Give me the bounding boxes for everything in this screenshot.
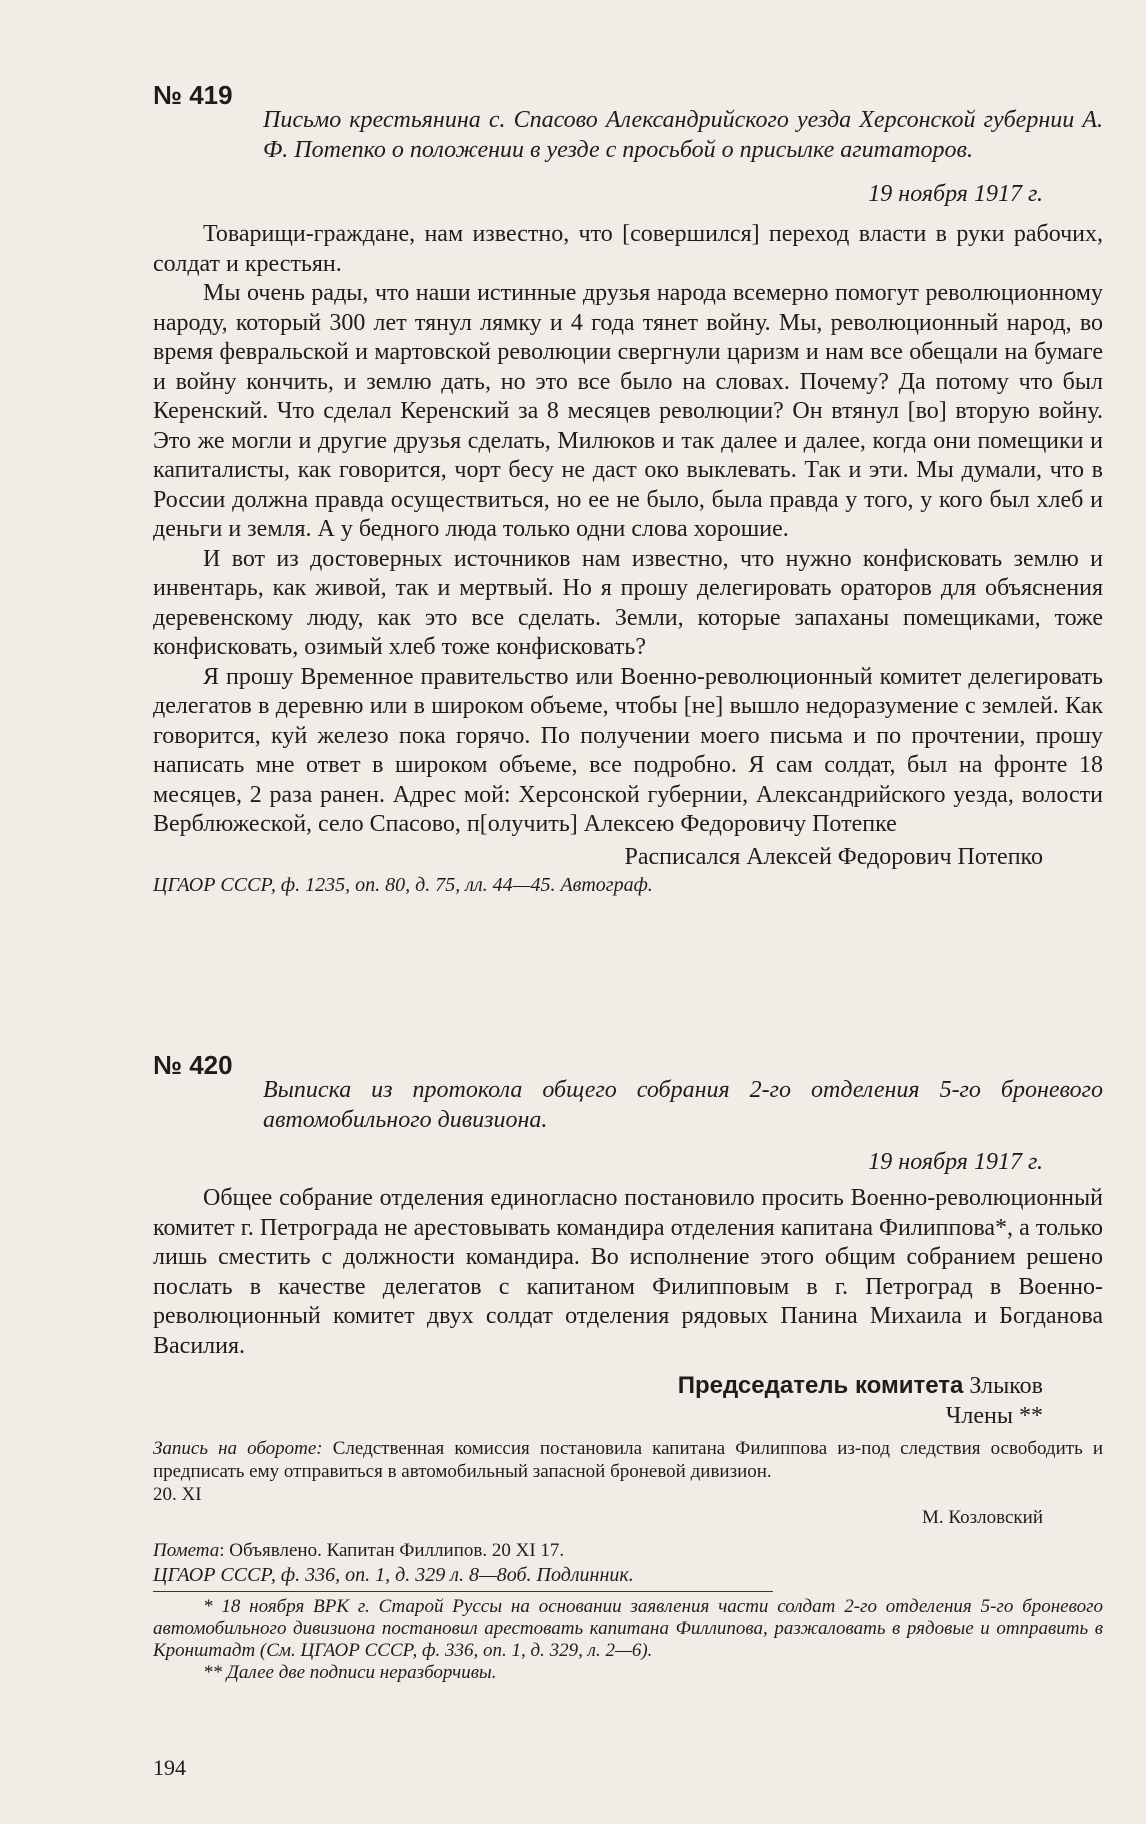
reverse-label: Запись на обороте: [153, 1438, 323, 1459]
document-419 [153, 80, 1103, 897]
footnote: * 18 ноября ВРК г. Старой Руссы на основании заявления части солдат 2-го отделения 5-го броневого автомобильного дивизиона постановил арестовать капитана Филлипова, разжаловать в рядовые и отправить в Кронштадт (См. ЦГАОР СССР, ф. 336, оп. 1, д. 329, л. 2—6). [153, 1596, 1103, 1661]
footnote-divider [153, 1591, 773, 1592]
doc-419-paragraph: Мы очень рады, что наши истинные друзья народа всемерно помогут революционному народу, который 300 лет тянул лямку и 4 года тянет войну. Мы, революционный народ, во время февральской и мартовской революции свергнули царизм и нам все обещали на бумаге и войну кончить, и землю дать, но это все было на словах. Почему? Да потому что был Керенский. Что сделал Керенский за 8 месяцев революции? Он втянул [во] вторую войну. Это же могли и другие друзья сделать, Милюков и так далее и далее, когда они помещики и капиталисты, как говорится, чорт бесу не даст око выклевать. Так и эти. Мы думали, что в России должна правда осуществиться, но ее не было, была правда у того, у кого был хлеб и деньги и земля. А у бедного люда только одни слова хорошие. [153, 280, 1103, 542]
doc-420-date: 19 ноября 1917 г. [868, 1149, 1043, 1175]
doc-420-chairman [153, 1371, 1103, 1401]
chairman-role: Председатель комитета [677, 1372, 964, 1399]
note-label: Помета [153, 1540, 220, 1561]
doc-419-date: 19 ноября 1917 г. [868, 181, 1043, 207]
doc-419-paragraph: И вот из достоверных источников нам известно, что нужно конфисковать землю и инвентарь, как живой, так и мертвый. Но я прошу делегировать ораторов для объяснения деревенскому люду, как это все сделать. Земли, которые запаханы помещиками, тоже конфисковать, озимый хлеб тоже конфисковать? [153, 545, 1103, 660]
reverse-text: Следственная комиссия постановила капитана Филиппова из-под следствия освободить и предписать ему отправиться в автомобильный запасной броневой дивизион. [153, 1438, 1104, 1482]
footnotes [153, 1596, 1103, 1684]
doc-420-source: ЦГАОР СССР, ф. 336, оп. 1, д. 329 л. 8—8об. Подлинник. [153, 1564, 634, 1586]
footnote: ** Далее две подписи неразборчивы. [203, 1662, 497, 1683]
doc-419-source: ЦГАОР СССР, ф. 1235, оп. 80, д. 75, лл. 44—45. Автограф. [153, 873, 653, 896]
reverse-date: 20. XI [153, 1484, 202, 1505]
doc-419-signature: Расписался Алексей Федорович Потепко [624, 843, 1043, 870]
doc-419-title: Письмо крестьянина с. Спасово Александрийского уезда Херсонской губернии А. Ф. Потепко о положении в уезде с просьбой о присылке агитаторов. [263, 107, 1103, 163]
note-text: : Объявлено. Капитан Филлипов. 20 XI 17. [219, 1540, 565, 1561]
doc-420-mark [153, 1539, 1103, 1562]
doc-419-paragraph: Я прошу Временное правительство или Военно-революционный комитет делегировать делегатов в деревню или в широком объеме, чтобы [не] вышло недоразумение с землей. Как говорится, куй железо пока горячо. По получении моего письма и по прочтении, прошу написать мне ответ в широком объеме, все подробно. Я сам солдат, был на фронте 18 месяцев, 2 раза ранен. Адрес мой: Херсонской губернии, Александрийского уезда, волости Верблюжеской, село Спасово, п[олучить] Алексею Федоровичу Потепке [153, 663, 1103, 837]
chairman-name: Злыков [963, 1373, 1043, 1399]
doc-420-number: № 420 [153, 1050, 233, 1080]
page-number: 194 [153, 1755, 186, 1780]
doc-419-body [153, 220, 1103, 840]
doc-420-paragraph: Общее собрание отделения единогласно постановило просить Военно-революционный комитет г. Петрограда не арестовывать командира отделения капитана Филиппова*, а только лишь сместить с должности командира. Во исполнение этого общим собранием решено послать в качестве делегатов с капитаном Филипповым в г. Петроград в Военно-революционный комитет двух солдат отделения рядовых Панина Михаила и Богданова Василия. [153, 1185, 1103, 1359]
reverse-signature: М. Козловский [922, 1507, 1043, 1528]
document-420 [153, 1050, 1103, 1684]
doc-420-title: Выписка из протокола общего собрания 2-го отделения 5-го броневого автомобильного дивизиона. [263, 1077, 1103, 1133]
doc-420-reverse-note [153, 1437, 1103, 1529]
doc-419-paragraph: Товарищи-граждане, нам известно, что [совершился] переход власти в руки рабочих, солдат и крестьян. [153, 221, 1103, 277]
doc-420-members: Члены ** [945, 1403, 1043, 1429]
doc-420-body [153, 1184, 1103, 1361]
doc-419-number: № 419 [153, 80, 233, 110]
